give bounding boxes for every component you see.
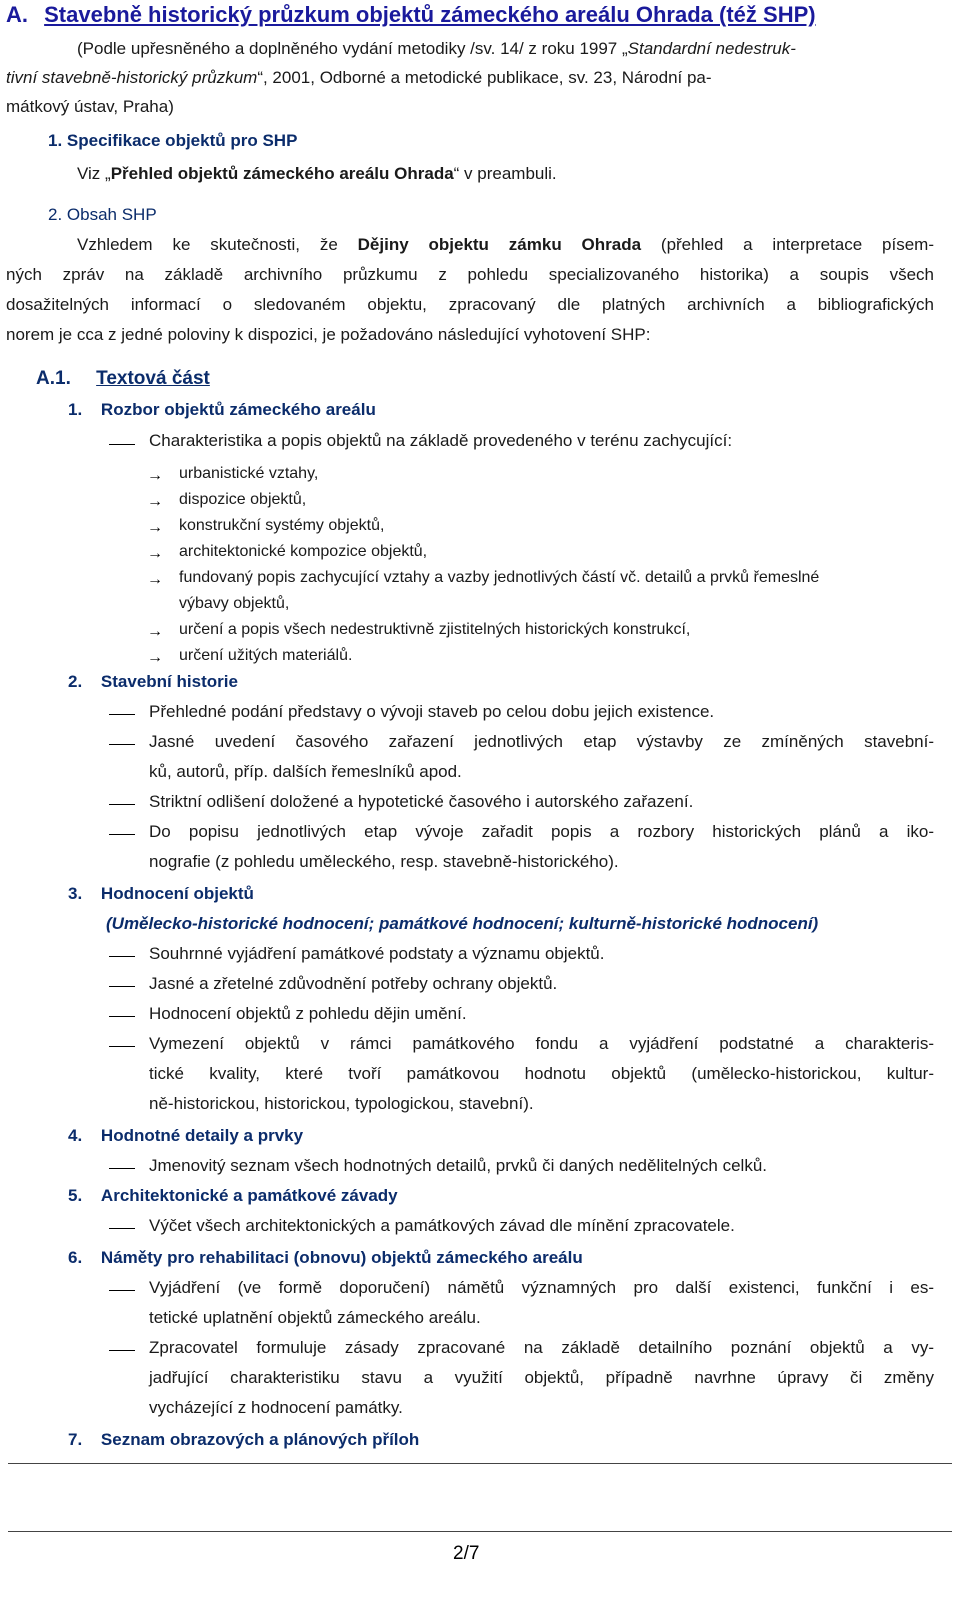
heading-number: A. — [6, 2, 28, 27]
item-3-line: tické kvality, které tvoří památkovou hodnotu objektů (umělecko-historickou, kultur- — [149, 1064, 934, 1083]
footer-divider — [8, 1531, 952, 1532]
method-note-line-3: mátkový ústav, Praha) — [6, 97, 174, 116]
arrow-icon: → — [147, 493, 163, 510]
method-note-line-2: tivní stavebně-historický průzkum“, 2001, Odborné a metodické publikace, sv. 23, Národní pa- — [6, 68, 712, 87]
item-6-heading: 6. Náměty pro rehabilitaci (obnovu) objektů zámeckého areálu — [68, 1248, 583, 1267]
item-6-line: Zpracovatel formuluje zásady zpracované na základě detailního poznání objektů a vy- — [149, 1338, 934, 1357]
dash-marker — [109, 714, 135, 715]
arrow-icon: → — [147, 519, 163, 536]
bullet-item: urbanistické vztahy, — [179, 465, 319, 482]
a1-heading: A.1. Textová část — [36, 368, 210, 389]
item-1-dash-text: Charakteristika a popis objektů na základě provedeného v terénu zachycující: — [149, 431, 733, 450]
bullet-item: architektonické kompozice objektů, — [179, 543, 428, 560]
item-6-line: jadřující charakteristiku stavu a využití objektů, případně navrhne úpravy či změny — [149, 1368, 934, 1387]
item-3-heading: 3. Hodnocení objektů — [68, 884, 254, 903]
dash-marker — [109, 1228, 135, 1229]
arrow-icon: → — [147, 467, 163, 484]
arrow-icon: → — [147, 649, 163, 666]
bullet-item: určení užitých materiálů. — [179, 647, 353, 664]
item-3-line: Souhrnné vyjádření památkové podstaty a významu objektů. — [149, 944, 605, 963]
dash-marker — [109, 1046, 135, 1047]
item-6-line: tetické uplatnění objektů zámeckého areálu. — [149, 1308, 481, 1327]
item-2-line: Striktní odlišení doložené a hypotetické časového i autorského zařazení. — [149, 792, 694, 811]
dash-marker — [109, 956, 135, 957]
section-2-line-2: ných zpráv na základě archivního průzkumu z pohledu specializovaného historika) a soupis všech — [6, 265, 934, 284]
section-2-title: 2. Obsah SHP — [48, 205, 157, 224]
main-heading — [6, 2, 816, 28]
method-note-line-1: (Podle upřesněného a doplněného vydání metodiky /sv. 14/ z roku 1997 „Standardní nedestruk- — [77, 39, 796, 58]
bullet-item-continued: výbavy objektů, — [179, 595, 290, 612]
page-number: 2/7 — [453, 1543, 480, 1564]
dash-marker — [109, 804, 135, 805]
item-3-subtitle: (Umělecko-historické hodnocení; památkové hodnocení; kulturně-historické hodnocení) — [106, 914, 819, 933]
bullet-item: fundovaný popis zachycující vztahy a vazby jednotlivých částí vč. detailů a prvků řemeslné — [179, 569, 820, 586]
item-5-heading: 5. Architektonické a památkové závady — [68, 1186, 398, 1205]
bullet-item: dispozice objektů, — [179, 491, 307, 508]
item-2-line: Přehledné podání představy o vývoji staveb po celou dobu jejich existence. — [149, 702, 715, 721]
section-2-line-3: dosažitelných informací o sledovaném objektu, zpracovaný dle platných archivních a bibliografických — [6, 295, 934, 314]
item-2-line: ků, autorů, příp. dalších řemeslníků apod. — [149, 762, 462, 781]
arrow-icon: → — [147, 545, 163, 562]
dash-marker — [109, 744, 135, 745]
section-2-line-4: norem je cca z jedné poloviny k dispozici, je požadováno následující vyhotovení SHP: — [6, 325, 651, 344]
item-2-heading: 2. Stavební historie — [68, 672, 238, 691]
item-2-line: Do popisu jednotlivých etap vývoje zařadit popis a rozbory historických plánů a iko- — [149, 822, 934, 841]
item-2-line: Jasné uvedení časového zařazení jednotlivých etap výstavby ze zmíněných stavební- — [149, 732, 934, 751]
dash-marker — [109, 1016, 135, 1017]
bullet-item: konstrukční systémy objektů, — [179, 517, 385, 534]
item-5-line: Výčet všech architektonických a památkových závad dle mínění zpracovatele. — [149, 1216, 735, 1235]
arrow-icon: → — [147, 623, 163, 640]
item-3-line: Vymezení objektů v rámci památkového fondu a vyjádření podstatné a charakteris- — [149, 1034, 934, 1053]
arrow-icon: → — [147, 571, 163, 588]
item-4-line: Jmenovitý seznam všech hodnotných detailů, prvků či daných nedělitelných celků. — [149, 1156, 768, 1175]
dash-marker — [109, 444, 135, 445]
dash-marker — [109, 1350, 135, 1351]
section-1-title: 1. Specifikace objektů pro SHP — [48, 131, 298, 150]
item-4-heading: 4. Hodnotné detaily a prvky — [68, 1126, 304, 1145]
item-2-line: nografie (z pohledu uměleckého, resp. stavebně-historického). — [149, 852, 619, 871]
item-3-line: Jasné a zřetelné zdůvodnění potřeby ochrany objektů. — [149, 974, 558, 993]
section-2-line-1: Vzhledem ke skutečnosti, že Dějiny objektu zámku Ohrada (přehled a interpretace písem- — [77, 235, 934, 254]
item-3-line: ně-historickou, historickou, typologickou, stavební). — [149, 1094, 534, 1113]
item-1-heading: 1. Rozbor objektů zámeckého areálu — [68, 400, 376, 419]
bullet-item: určení a popis všech nedestruktivně zjistitelných historických konstrukcí, — [179, 621, 691, 638]
item-3-line: Hodnocení objektů z pohledu dějin umění. — [149, 1004, 467, 1023]
item-6-line: Vyjádření (ve formě doporučení) námětů významných pro další existenci, funkční i es- — [149, 1278, 934, 1297]
section-1-text: Viz „Přehled objektů zámeckého areálu Ohrada“ v preambuli. — [77, 164, 557, 183]
item-7-heading: 7. Seznam obrazových a plánových příloh — [68, 1430, 420, 1449]
dash-marker — [109, 1290, 135, 1291]
section-divider — [8, 1463, 952, 1464]
dash-marker — [109, 1168, 135, 1169]
heading-title: Stavebně historický průzkum objektů zámeckého areálu Ohrada (též SHP) — [44, 2, 816, 27]
item-6-line: vycházející z hodnocení památky. — [149, 1398, 403, 1417]
dash-marker — [109, 834, 135, 835]
dash-marker — [109, 986, 135, 987]
